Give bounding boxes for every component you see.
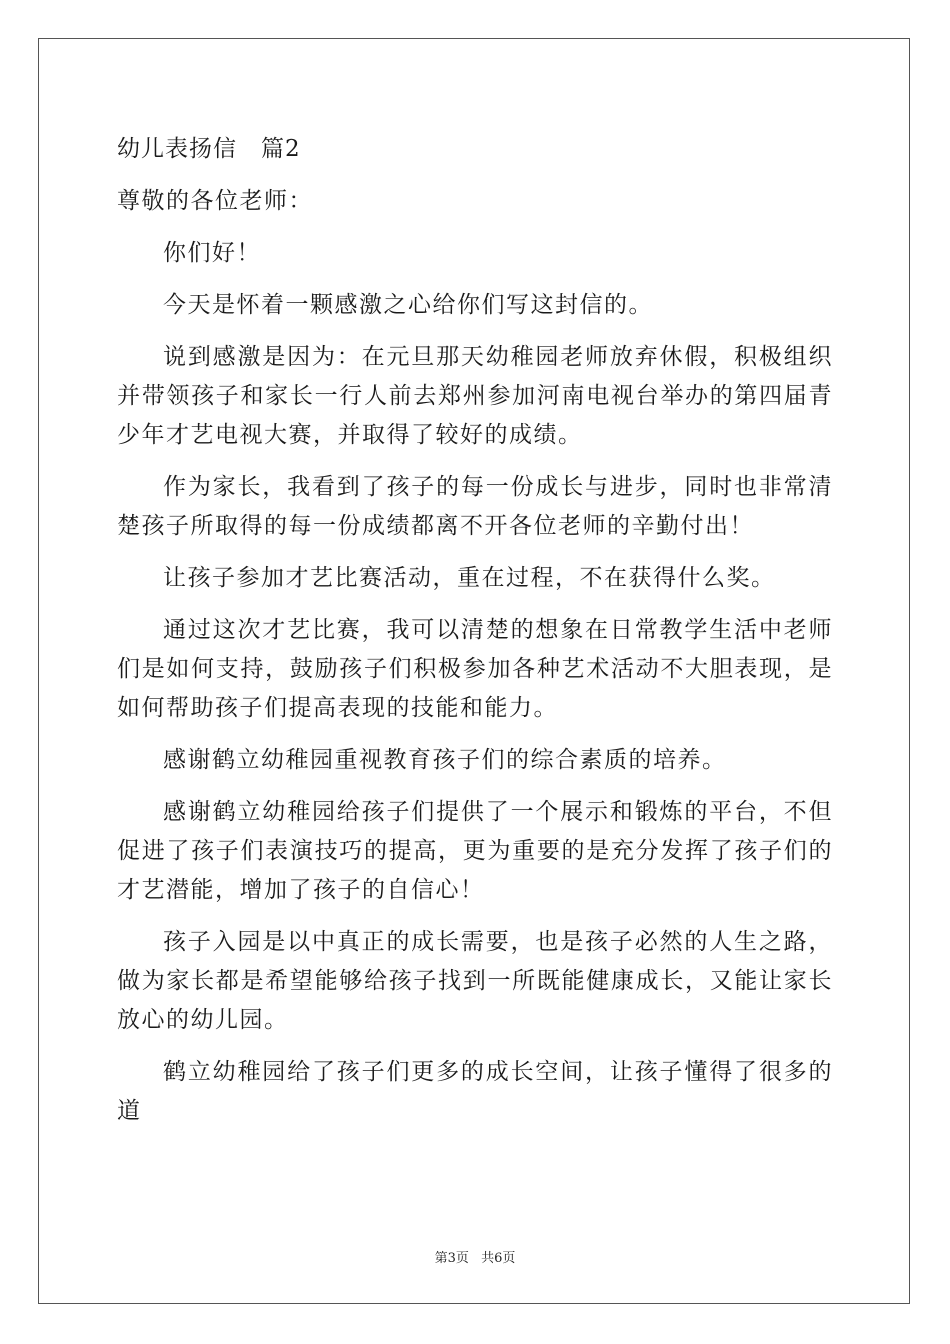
paragraph: 今天是怀着一颗感激之心给你们写这封信的。 <box>163 292 653 318</box>
page-footer <box>0 1247 950 1266</box>
document-body <box>117 130 833 1144</box>
paragraph: 你们好！ <box>163 240 261 266</box>
paragraph: 孩子入园是以中真正的成长需要，也是孩子必然的人生之路，做为家长都是希望能够给孩子找到一所既能健康成长，又能让家长放心的幼儿园。 <box>117 929 833 1033</box>
paragraph: 感谢鹤立幼稚园给孩子们提供了一个展示和锻炼的平台，不但促进了孩子们表演技巧的提高，更为重要的是充分发挥了孩子们的才艺潜能，增加了孩子的自信心！ <box>117 799 833 903</box>
paragraph: 让孩子参加才艺比赛活动，重在过程，不在获得什么奖。 <box>163 565 776 591</box>
paragraph: 鹤立幼稚园给了孩子们更多的成长空间，让孩子懂得了很多的道 <box>117 1059 833 1124</box>
paragraph: 通过这次才艺比赛，我可以清楚的想象在日常教学生活中老师们是如何支持，鼓励孩子们积极参加各种艺术活动不大胆表现，是如何帮助孩子们提高表现的技能和能力。 <box>117 617 833 721</box>
salutation: 尊敬的各位老师： <box>117 188 313 214</box>
paragraph: 感谢鹤立幼稚园重视教育孩子们的综合素质的培养。 <box>163 747 727 773</box>
paragraph: 作为家长，我看到了孩子的每一份成长与进步，同时也非常清楚孩子所取得的每一份成绩都离不开各位老师的辛勤付出！ <box>117 474 833 539</box>
paragraph: 说到感激是因为：在元旦那天幼稚园老师放弃休假，积极组织并带领孩子和家长一行人前去郑州参加河南电视台举办的第四届青少年才艺电视大赛，并取得了较好的成绩。 <box>117 344 833 448</box>
page-total: 共6页 <box>481 1251 516 1266</box>
page-number: 第3页 <box>434 1251 469 1266</box>
document-title: 幼儿表扬信 篇2 <box>117 136 301 162</box>
